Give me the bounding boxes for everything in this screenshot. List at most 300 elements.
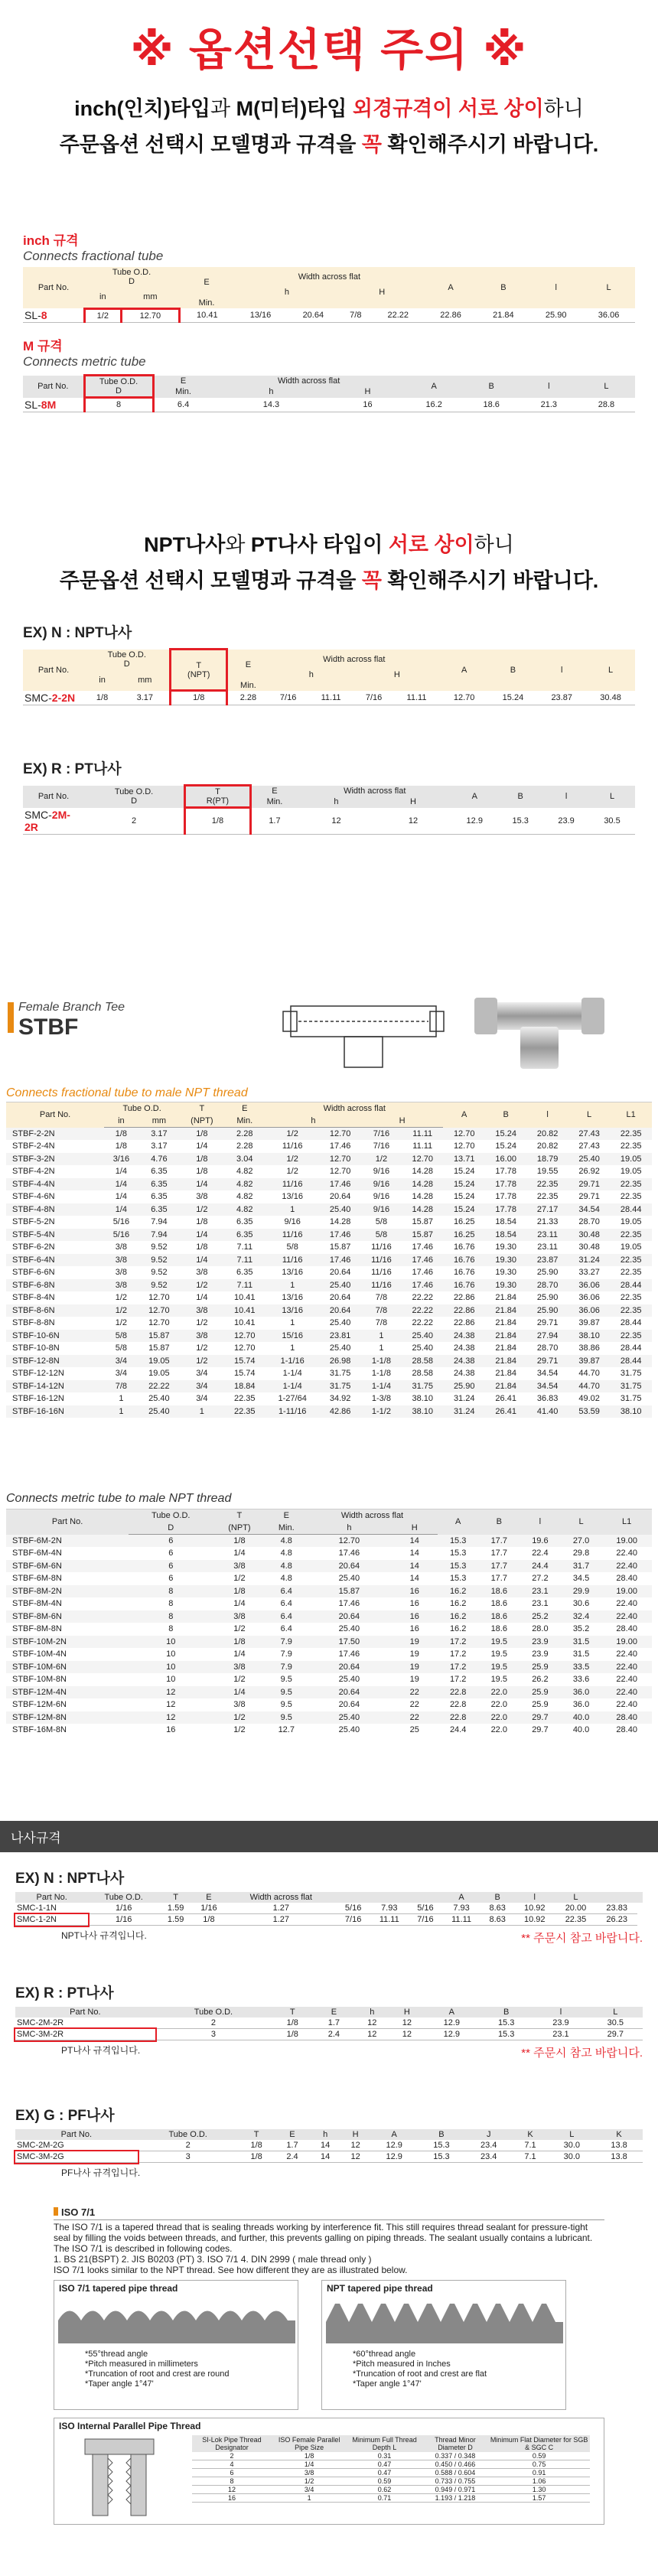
table-cell: 1/4 xyxy=(233,1549,246,1558)
iso-note-1: *55°thread angle xyxy=(85,2350,148,2359)
table-cell: 25.40 xyxy=(412,1343,433,1353)
table-cell: 34.5 xyxy=(572,1574,590,1584)
table-cell: 21.84 xyxy=(485,1380,526,1393)
table-cell: 19.05 xyxy=(138,1355,180,1368)
table-row xyxy=(6,1178,652,1191)
table-cell: 18.54 xyxy=(485,1229,526,1242)
table-cell: 4.82 xyxy=(236,1192,253,1202)
table-cell: 34.54 xyxy=(526,1380,568,1393)
table-cell: 7.11 xyxy=(236,1242,253,1252)
table-cell: 29.71 xyxy=(568,1178,610,1191)
table-row xyxy=(6,1140,652,1153)
iso-note-2: *Pitch measured in millimeters xyxy=(85,2359,198,2369)
table-cell: 12 xyxy=(340,2140,370,2151)
table-cell: 29.7 xyxy=(532,1725,549,1735)
table-cell: 20.64 xyxy=(329,1192,351,1202)
th-min: Min. xyxy=(240,680,256,690)
table-row xyxy=(6,1279,652,1292)
table-cell: 23.4 xyxy=(465,2151,513,2163)
th-H: H xyxy=(379,288,386,297)
table-cell: 1/4 xyxy=(233,1599,246,1609)
table-cell: 10.41 xyxy=(224,1304,265,1317)
iso-parallel-panel xyxy=(54,2418,604,2525)
notice2-line-1 xyxy=(0,528,658,558)
table-cell: 1/8 xyxy=(239,2140,275,2151)
table-cell: 16 xyxy=(392,1610,438,1623)
ex-n-table xyxy=(23,648,635,705)
th-e: E xyxy=(245,659,252,669)
table-cell: 5/8 xyxy=(286,1242,298,1252)
table-cell: 13/16 xyxy=(282,1192,303,1202)
table-cell: 17.46 xyxy=(412,1268,433,1278)
table-cell: SMC-2M-2G xyxy=(15,2140,138,2151)
table-cell: 17.46 xyxy=(338,1599,360,1609)
table-cell: 17.7 xyxy=(490,1574,507,1584)
table-cell: 44.70 xyxy=(568,1380,610,1393)
table-cell: 1.57 xyxy=(488,2494,590,2503)
table-cell: 15.3 xyxy=(438,1560,479,1573)
th-L: L xyxy=(609,792,615,801)
th-t xyxy=(171,650,226,691)
table-row xyxy=(192,2486,590,2494)
table-row xyxy=(192,2494,590,2503)
th-H: H xyxy=(393,669,400,679)
table-row xyxy=(6,1698,652,1711)
table-cell: STBF-10-8N xyxy=(12,1343,60,1353)
table-cell: 12 xyxy=(354,2017,389,2029)
thread-bar xyxy=(0,1821,658,1851)
table-cell: 12.70 xyxy=(138,1304,180,1317)
table-cell: 18.54 xyxy=(495,1217,516,1227)
table-cell: 10.92 xyxy=(514,1914,555,1926)
table-cell: 22.40 xyxy=(616,1549,637,1558)
part-prefix: SMC- xyxy=(24,691,52,704)
table-cell: 18.6 xyxy=(490,1624,507,1634)
table-cell: 8 xyxy=(168,1599,174,1609)
table-cell: 18.6 xyxy=(490,1599,507,1609)
table-cell: STBF-10M-2N xyxy=(6,1636,129,1649)
table-cell: 7.9 xyxy=(280,1649,292,1659)
table-cell: STBF-3-2N xyxy=(6,1153,104,1166)
ex2-g-table xyxy=(15,2129,643,2163)
table-cell: 19 xyxy=(392,1661,438,1674)
table-cell: STBF-5-2N xyxy=(12,1217,55,1227)
metric-spec-label: M 규격 xyxy=(23,339,63,353)
table-cell: 16.76 xyxy=(443,1279,484,1292)
table-cell: 12 xyxy=(340,2151,370,2163)
table-cell: 29.7 xyxy=(588,2029,643,2040)
th-H: H xyxy=(410,797,416,807)
table-cell: 9.52 xyxy=(138,1279,180,1292)
table-cell: 17.7 xyxy=(490,1549,507,1558)
iso-thread-panel xyxy=(54,2280,298,2410)
table-cell: 23.83 xyxy=(596,1903,637,1914)
table-cell: 3/8 xyxy=(213,1560,265,1573)
table-cell: 6.35 xyxy=(236,1217,253,1227)
cell-e: 10.41 xyxy=(179,308,234,323)
table2 xyxy=(6,1509,652,1737)
table-cell: 9/16 xyxy=(361,1178,402,1191)
ex2-n-note: ** 주문시 참고 바랍니다. xyxy=(521,1932,643,1945)
table-cell: 2.28 xyxy=(236,1141,253,1151)
table-cell: 17.78 xyxy=(485,1178,526,1191)
table-cell: 17.46 xyxy=(319,1229,360,1242)
cell-h-mm: 20.64 xyxy=(287,308,340,323)
table-cell: 6.4 xyxy=(280,1624,292,1634)
table-cell: 1.59 xyxy=(159,1914,192,1926)
th-H: H xyxy=(392,1522,438,1535)
table-cell: 16.76 xyxy=(453,1242,475,1252)
cell-A: 12.9 xyxy=(451,808,497,835)
table-cell: 6.4 xyxy=(265,1585,307,1598)
cell-d: 2 xyxy=(84,808,185,835)
table-cell: 5/8 xyxy=(375,1217,388,1227)
table-cell: 36.0 xyxy=(561,1686,602,1699)
table-cell: 28.44 xyxy=(620,1318,642,1328)
th-A: A xyxy=(448,283,454,292)
table-cell: 22.35 xyxy=(555,1914,597,1926)
th-H: H xyxy=(361,1115,444,1128)
th-L: L xyxy=(606,283,611,292)
th-h: h xyxy=(265,1115,361,1128)
header-cell: L xyxy=(573,1893,578,1902)
header-cell xyxy=(409,1892,441,1903)
cell-h-in: 7/16 xyxy=(269,691,308,705)
cell-h-mm: 11.11 xyxy=(308,691,354,705)
table-cell: STBF-6-8N xyxy=(6,1279,104,1292)
table-cell: 31.24 xyxy=(453,1394,475,1404)
table-cell: 3/4 xyxy=(115,1369,128,1379)
table-cell: 17.7 xyxy=(478,1535,520,1548)
table-cell: 5/8 xyxy=(115,1343,128,1353)
th-L: L xyxy=(561,1509,602,1535)
table-cell: 25.40 xyxy=(338,1725,360,1735)
table-cell: 12.9 xyxy=(370,2151,418,2163)
notice-title: ※ 옵션선택 주의 ※ xyxy=(130,25,528,75)
table-cell: 19.5 xyxy=(478,1661,520,1674)
table-row xyxy=(6,1673,652,1686)
table-cell: 0.47 xyxy=(347,2469,422,2477)
header-cell xyxy=(370,1892,409,1903)
iso-note-3: *Truncation of root and crest are round xyxy=(85,2369,230,2379)
table-cell: 29.71 xyxy=(536,1318,559,1328)
th-B: B xyxy=(517,792,523,801)
table-cell: 8 xyxy=(129,1610,213,1623)
table-row xyxy=(6,1686,652,1699)
header-row xyxy=(15,2129,643,2140)
table-cell: 1/8 xyxy=(213,1585,265,1598)
th-l: l xyxy=(560,665,563,675)
table-cell: 24.38 xyxy=(443,1330,484,1343)
header-cell: ISO Female Parallel Pipe Size xyxy=(278,2436,340,2451)
table-cell: 1/2 xyxy=(265,1153,319,1166)
table-cell: 26.98 xyxy=(319,1355,360,1368)
table-cell: 20.64 xyxy=(307,1610,392,1623)
table-cell: 38.10 xyxy=(610,1405,652,1418)
th-rpt: R(PT) xyxy=(206,796,230,806)
th-part: Part No. xyxy=(37,792,70,801)
table-cell: 26.41 xyxy=(485,1405,526,1418)
th-A: A xyxy=(471,792,477,801)
table-cell: 10 xyxy=(166,1649,176,1659)
table-cell: 16 xyxy=(392,1585,438,1598)
inch-spec-label: inch 규격 xyxy=(23,233,79,248)
table-cell: STBF-16-12N xyxy=(12,1394,64,1404)
table-cell: 4.8 xyxy=(265,1535,307,1548)
table-row xyxy=(15,2017,643,2029)
table-cell: 22.35 xyxy=(620,1141,642,1151)
table-cell: 1 xyxy=(290,1318,295,1328)
table-cell: 7.94 xyxy=(138,1229,180,1242)
table-cell: 3/8 xyxy=(104,1279,138,1292)
table-cell: 22 xyxy=(409,1700,419,1710)
table-cell: 22.35 xyxy=(536,1192,559,1202)
table-cell: 1/4 xyxy=(104,1178,138,1191)
table-cell: STBF-10M-4N xyxy=(12,1649,67,1659)
table-cell: 0.588 / 0.604 xyxy=(422,2469,488,2477)
table-cell: 15.87 xyxy=(148,1343,170,1353)
table-cell: 15.3 xyxy=(438,1535,479,1548)
table-cell: 1/2 xyxy=(361,1153,402,1166)
table-cell: 15.74 xyxy=(234,1369,256,1379)
table-cell: 22.22 xyxy=(402,1304,443,1317)
table-cell: 0.733 / 0.755 xyxy=(422,2477,488,2486)
table-cell: 17.2 xyxy=(449,1675,467,1685)
table-cell: 2 xyxy=(192,2452,272,2460)
th-e: E xyxy=(204,278,210,287)
table-cell: 3/8 xyxy=(104,1254,138,1267)
table-cell: 23.11 xyxy=(526,1229,568,1242)
table-cell: 7.9 xyxy=(265,1661,307,1674)
th-waf: Width across flat xyxy=(277,376,340,386)
table-cell: 22.0 xyxy=(490,1725,507,1735)
table-cell: 1.7 xyxy=(275,2140,311,2151)
table-cell: 7/16 xyxy=(409,1914,441,1926)
table-cell: 5/8 xyxy=(361,1229,402,1242)
inch-spec-sublabel: Connects fractional tube xyxy=(23,249,164,263)
table-cell: 7.9 xyxy=(265,1636,307,1649)
header-cell: Part No. xyxy=(70,2008,101,2017)
cell-mm: 12.70 xyxy=(122,308,179,323)
table-cell: 1/2 xyxy=(115,1293,128,1303)
table-cell: 25.40 xyxy=(138,1405,180,1418)
table-cell: 9/16 xyxy=(284,1217,301,1227)
table-cell: 28.70 xyxy=(536,1343,559,1353)
th-d: D xyxy=(131,796,138,806)
table-cell: 21.84 xyxy=(495,1293,516,1303)
cell-A: 22.86 xyxy=(425,308,477,323)
table-cell: 6 xyxy=(129,1560,213,1573)
metric-spec-sublabel: Connects metric tube xyxy=(23,354,146,369)
table-cell: 17.7 xyxy=(478,1560,520,1573)
part-cell xyxy=(23,691,84,705)
table-cell: 9.52 xyxy=(138,1254,180,1267)
table-cell: 1/2 xyxy=(272,2477,347,2486)
table-cell: 14 xyxy=(310,2140,340,2151)
table-cell: 1.59 xyxy=(159,1903,192,1914)
table-cell: 1-27/64 xyxy=(278,1394,307,1404)
table-cell: 8.63 xyxy=(481,1903,514,1914)
table-cell: 24.4 xyxy=(449,1725,467,1735)
th-H: H xyxy=(364,387,371,397)
header-cell: B xyxy=(503,2008,510,2017)
cell-A: 16.2 xyxy=(406,398,463,412)
table-cell: 1/2 xyxy=(286,1167,298,1177)
table-row xyxy=(15,1903,643,1914)
table-cell: 0.59 xyxy=(488,2452,590,2460)
th-t-text: T xyxy=(215,787,220,796)
part-cell xyxy=(23,808,84,835)
table-cell: 15.3 xyxy=(449,1574,467,1584)
table-cell: 16.25 xyxy=(443,1229,484,1242)
table-cell: 20.82 xyxy=(526,1128,568,1141)
ex-n-section xyxy=(0,621,658,721)
table-cell: 14.28 xyxy=(329,1217,351,1227)
table-cell: 3/4 xyxy=(272,2486,347,2494)
th-t: T xyxy=(180,1102,223,1115)
header-cell: L xyxy=(613,2008,618,2017)
table-cell: 16.2 xyxy=(438,1585,479,1598)
iso-heading-text: ISO 7/1 xyxy=(61,2206,96,2218)
npt-note-4: *Taper angle 1°47' xyxy=(353,2379,422,2389)
table-cell: 1/4 xyxy=(196,1141,208,1151)
npt-panel-notes xyxy=(353,2350,487,2389)
table-cell: 1/4 xyxy=(115,1192,128,1202)
part-prefix: SMC- xyxy=(24,808,52,821)
table-cell: 2.4 xyxy=(313,2029,354,2040)
table-cell: STBF-10M-8N xyxy=(12,1675,67,1685)
table-cell: 16.00 xyxy=(485,1153,526,1166)
table-row xyxy=(6,1291,652,1304)
table-cell: 6 xyxy=(192,2469,272,2477)
table-cell: 12.70 xyxy=(234,1343,256,1353)
table-row xyxy=(6,1724,652,1737)
table-cell: 29.8 xyxy=(572,1549,590,1558)
table-cell: 28.44 xyxy=(620,1343,642,1353)
table-cell: 12.70 xyxy=(453,1141,475,1151)
table-cell: 9/16 xyxy=(361,1203,402,1216)
table-cell: 5/16 xyxy=(337,1903,370,1914)
table1 xyxy=(6,1102,652,1418)
table-cell: 10 xyxy=(129,1661,213,1674)
part-highlight: 8M xyxy=(41,398,57,411)
th-h: h xyxy=(284,288,289,297)
metric-spec-table xyxy=(23,374,635,412)
cell-l: 23.9 xyxy=(543,808,589,835)
table-cell: 30.6 xyxy=(572,1599,590,1609)
table-cell: 25.40 xyxy=(338,1574,360,1584)
table-cell: 9.5 xyxy=(280,1700,292,1710)
table-cell: 1-1/16 xyxy=(265,1355,319,1368)
table-cell: 36.83 xyxy=(536,1394,559,1404)
table-cell: 21.33 xyxy=(536,1217,559,1227)
ex2-g-caption: PF나사 규격입니다. xyxy=(61,2167,141,2178)
th-A: A xyxy=(431,382,437,391)
table-cell: 40.0 xyxy=(561,1711,602,1724)
th-waf: Width across flat xyxy=(265,1102,443,1115)
part-highlight: 2-2N xyxy=(51,691,76,704)
table-cell: 19.30 xyxy=(485,1254,526,1267)
table-cell: SMC-3M-2R xyxy=(15,2029,155,2040)
table-cell: 31.75 xyxy=(319,1380,360,1393)
table-cell: 25.9 xyxy=(520,1661,561,1674)
table-cell: 34.92 xyxy=(329,1394,351,1404)
table-cell: 1/2 xyxy=(180,1203,223,1216)
table-cell: 22.40 xyxy=(601,1560,652,1573)
header-cell: L xyxy=(569,2130,575,2139)
header-cell xyxy=(337,1892,370,1903)
part-highlight: 8 xyxy=(41,309,47,321)
header-cell: Width across flat xyxy=(249,1893,312,1902)
table-cell: 31.75 xyxy=(620,1394,642,1404)
th-npt: (NPT) xyxy=(180,1115,223,1128)
table-row xyxy=(6,1636,652,1649)
th-B: B xyxy=(510,665,516,675)
table-cell: 1/2 xyxy=(196,1318,208,1328)
product-name: STBF xyxy=(18,1014,79,1040)
table-cell: 1/8 xyxy=(180,1128,223,1141)
table-cell: 6.35 xyxy=(236,1268,253,1278)
th-d: D xyxy=(123,659,130,669)
header-cell: SI-Lok Pipe Thread Designator xyxy=(202,2436,262,2451)
cell-e: 2.28 xyxy=(226,691,268,705)
table-cell: 1/8 xyxy=(213,1636,265,1649)
iso-parallel-table xyxy=(192,2435,590,2503)
header-cell: E xyxy=(331,2008,337,2017)
conj: 와 xyxy=(225,533,251,556)
table-cell: 19.55 xyxy=(536,1167,559,1177)
table-cell: 1 xyxy=(290,1343,295,1353)
table-cell: 6.35 xyxy=(151,1192,168,1202)
cell-l: 21.3 xyxy=(520,398,578,412)
table-cell: 22.35 xyxy=(610,1229,652,1242)
header-cell: T xyxy=(253,2130,259,2139)
header-cell: h xyxy=(323,2130,328,2139)
table-cell: 36.0 xyxy=(572,1700,590,1710)
table-cell: 1/4 xyxy=(233,1649,246,1659)
ex-r-table xyxy=(23,784,635,835)
table-cell: 22.40 xyxy=(616,1700,637,1710)
table-cell: 6.35 xyxy=(151,1167,168,1177)
table-cell: 1/2 xyxy=(213,1711,265,1724)
table-cell: 22.35 xyxy=(620,1293,642,1303)
table-cell: 33.5 xyxy=(561,1661,602,1674)
table-cell: 3/4 xyxy=(180,1380,223,1393)
table-cell: 21.84 xyxy=(485,1330,526,1343)
table-cell: 19.5 xyxy=(478,1636,520,1649)
table-cell: 4 xyxy=(192,2460,272,2469)
table-cell: 6.35 xyxy=(224,1229,265,1242)
th-e: E xyxy=(224,1102,265,1115)
table-cell: 18.84 xyxy=(224,1380,265,1393)
table-cell: 1 xyxy=(104,1405,138,1418)
table-cell: 1.30 xyxy=(488,2486,590,2494)
table-cell: 33.27 xyxy=(578,1268,600,1278)
ex-r-section xyxy=(0,757,658,849)
th-mm: mm xyxy=(138,1115,180,1128)
table-cell: 1.7 xyxy=(313,2017,354,2029)
table-row xyxy=(6,1304,652,1317)
table-cell: 22.35 xyxy=(610,1128,652,1141)
table-cell: 1-1/4 xyxy=(361,1380,402,1393)
cell-L: 30.48 xyxy=(586,691,635,705)
table-cell: 1/8 xyxy=(272,2452,347,2460)
table-cell: 26.23 xyxy=(596,1914,637,1926)
table-cell: 1/2 xyxy=(180,1279,223,1292)
table-cell: 17.46 xyxy=(319,1178,360,1191)
table-cell: 3/4 xyxy=(196,1369,208,1379)
header-cell: K xyxy=(527,2130,533,2139)
